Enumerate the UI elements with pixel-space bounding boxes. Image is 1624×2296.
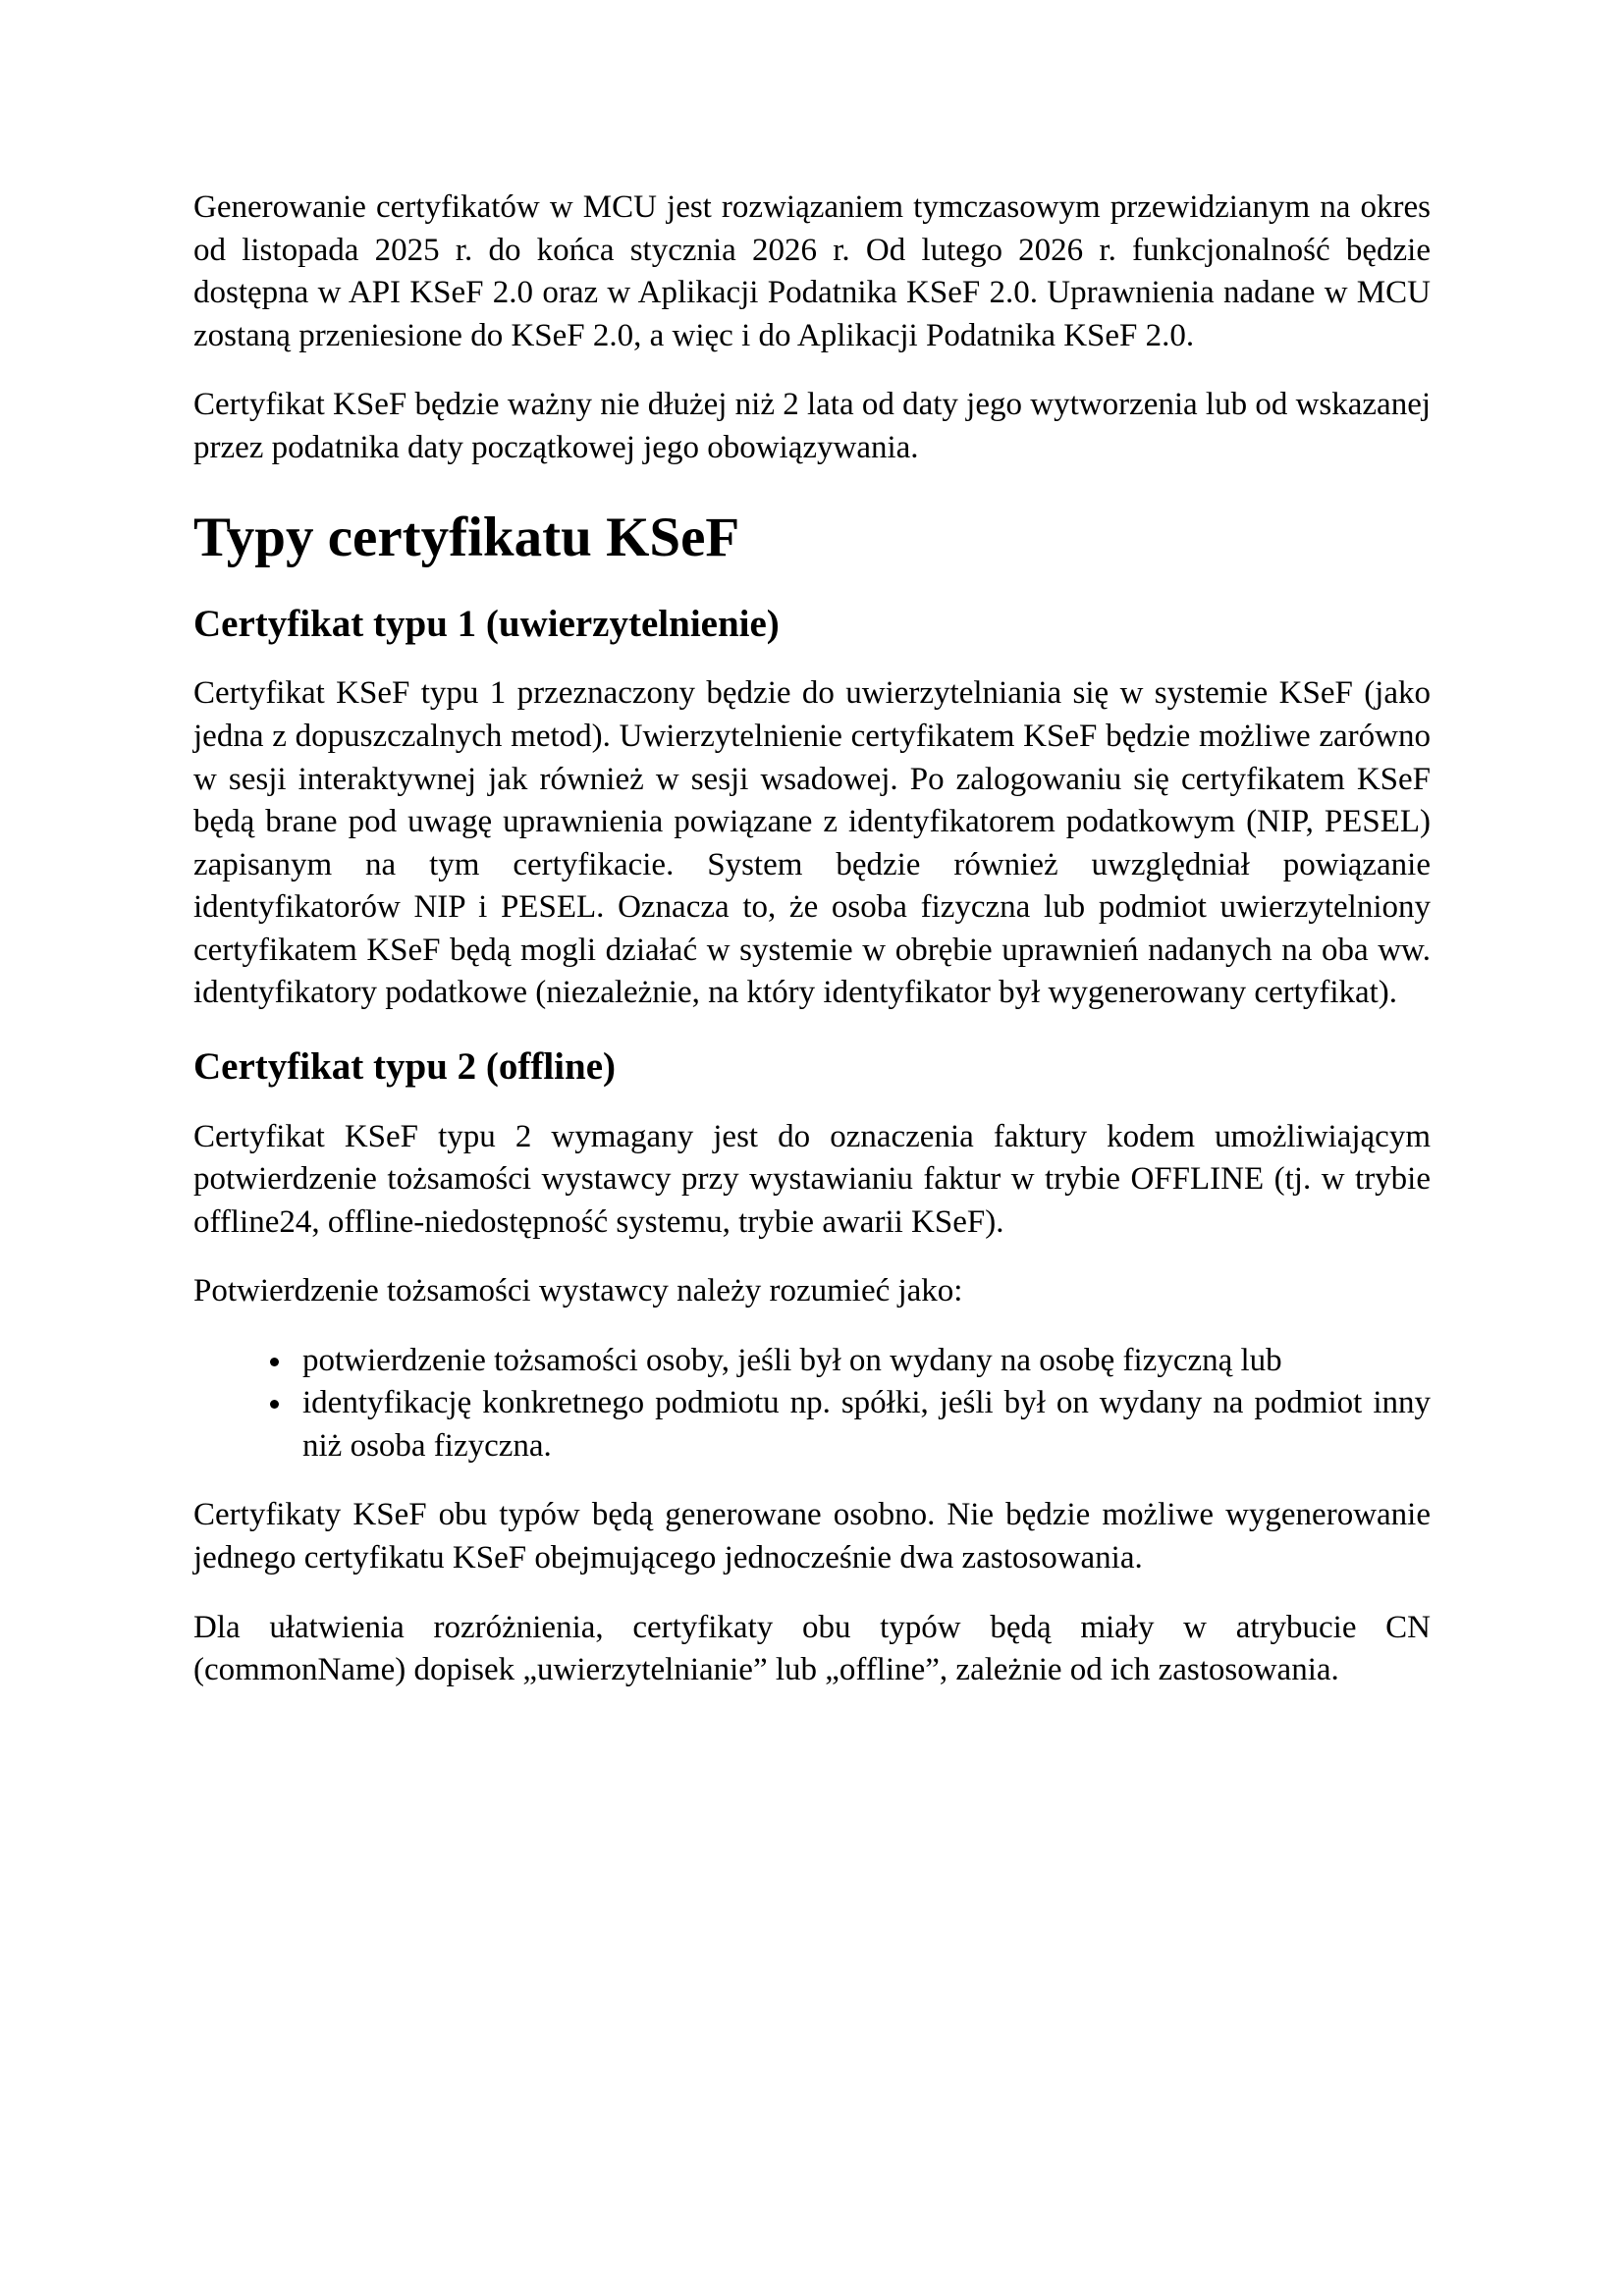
list-item-person-identity: • potwierdzenie tożsamości osoby, jeśli był on wydany na osobę fizyczną lub xyxy=(295,1340,1431,1383)
paragraph-certificate-validity: Certyfikat KSeF będzie ważny nie dłużej niż 2 lata od daty jego wytworzenia lub od wskazanej przez podatnika daty początkowej jego obowiązywania. xyxy=(193,387,1432,465)
paragraph-cn-attribute: Dla ułatwienia rozróżnienia, certyfikaty obu typów będą miały w atrybucie CN (commonName) dopisek „uwierzytelnianie” lub „offline”, zależnie od ich zastosowania. xyxy=(193,1609,1431,1688)
list-item-entity-identification: • identyfikację konkretnego podmiotu np. spółki, jeśli był on wydany na podmiot inny niż osoba fizyczna. xyxy=(295,1382,1431,1468)
paragraph-identity-confirmation-intro: Potwierdzenie tożsamości wystawcy należy rozumieć jako: xyxy=(193,1273,963,1309)
paragraph-separate-generation: Certyfikaty KSeF obu typów będą generowane osobno. Nie będzie możliwe wygenerowanie jednego certyfikatu KSeF obejmującego jednocześnie dwa zastosowania. xyxy=(193,1497,1431,1576)
heading-certificate-types: Typy certyfikatu KSeF xyxy=(193,507,740,569)
identity-confirmation-list xyxy=(193,1340,1431,1468)
paragraph-type2-description: Certyfikat KSeF typu 2 wymagany jest do oznaczenia faktury kodem umożliwiającym potwierdzenie tożsamości wystawcy przy wystawianiu faktur w trybie OFFLINE (tj. w trybie offline24, offline-niedostępność systemu, trybie awarii KSeF). xyxy=(193,1118,1431,1240)
paragraph-mcu-intro: Generowanie certyfikatów w MCU jest rozwiązaniem tymczasowym przewidzianym na okres od listopada 2025 r. do końca stycznia 2026 r. Od lutego 2026 r. funkcjonalność będzie dostępna w API KSeF 2.0 oraz w Aplikacji Podatnika KSeF 2.0. Uprawnienia nadane w MCU zostaną przeniesione do KSeF 2.0, a więc i do Aplikacji Podatnika KSeF 2.0. xyxy=(193,189,1431,353)
heading-type1-authentication: Certyfikat typu 1 (uwierzytelnienie) xyxy=(193,602,780,645)
paragraph-type1-description: Certyfikat KSeF typu 1 przeznaczony będzie do uwierzytelniania się w systemie KSeF (jako jedna z dopuszczalnych metod). Uwierzytelnienie certyfikatem KSeF będzie możliwe zarówno w sesji interaktywnej jak również w sesji wsadowej. Po zalogowaniu się certyfikatem KSeF będą brane pod uwagę uprawnienia powiązane z identyfikatorem podatkowym (NIP, PESEL) zapisanym na tym certyfikacie. System będzie również uwzględniał powiązanie identyfikatorów NIP i PESEL. Oznacza to, że osoba fizyczna lub podmiot uwierzytelniony certyfikatem KSeF będą mogli działać w systemie w obrębie uprawnień nadanych na oba ww. identyfikatory podatkowe (niezależnie, na który identyfikator był wygenerowany certyfikat). xyxy=(193,675,1431,1011)
heading-type2-offline: Certyfikat typu 2 (offline) xyxy=(193,1044,617,1088)
